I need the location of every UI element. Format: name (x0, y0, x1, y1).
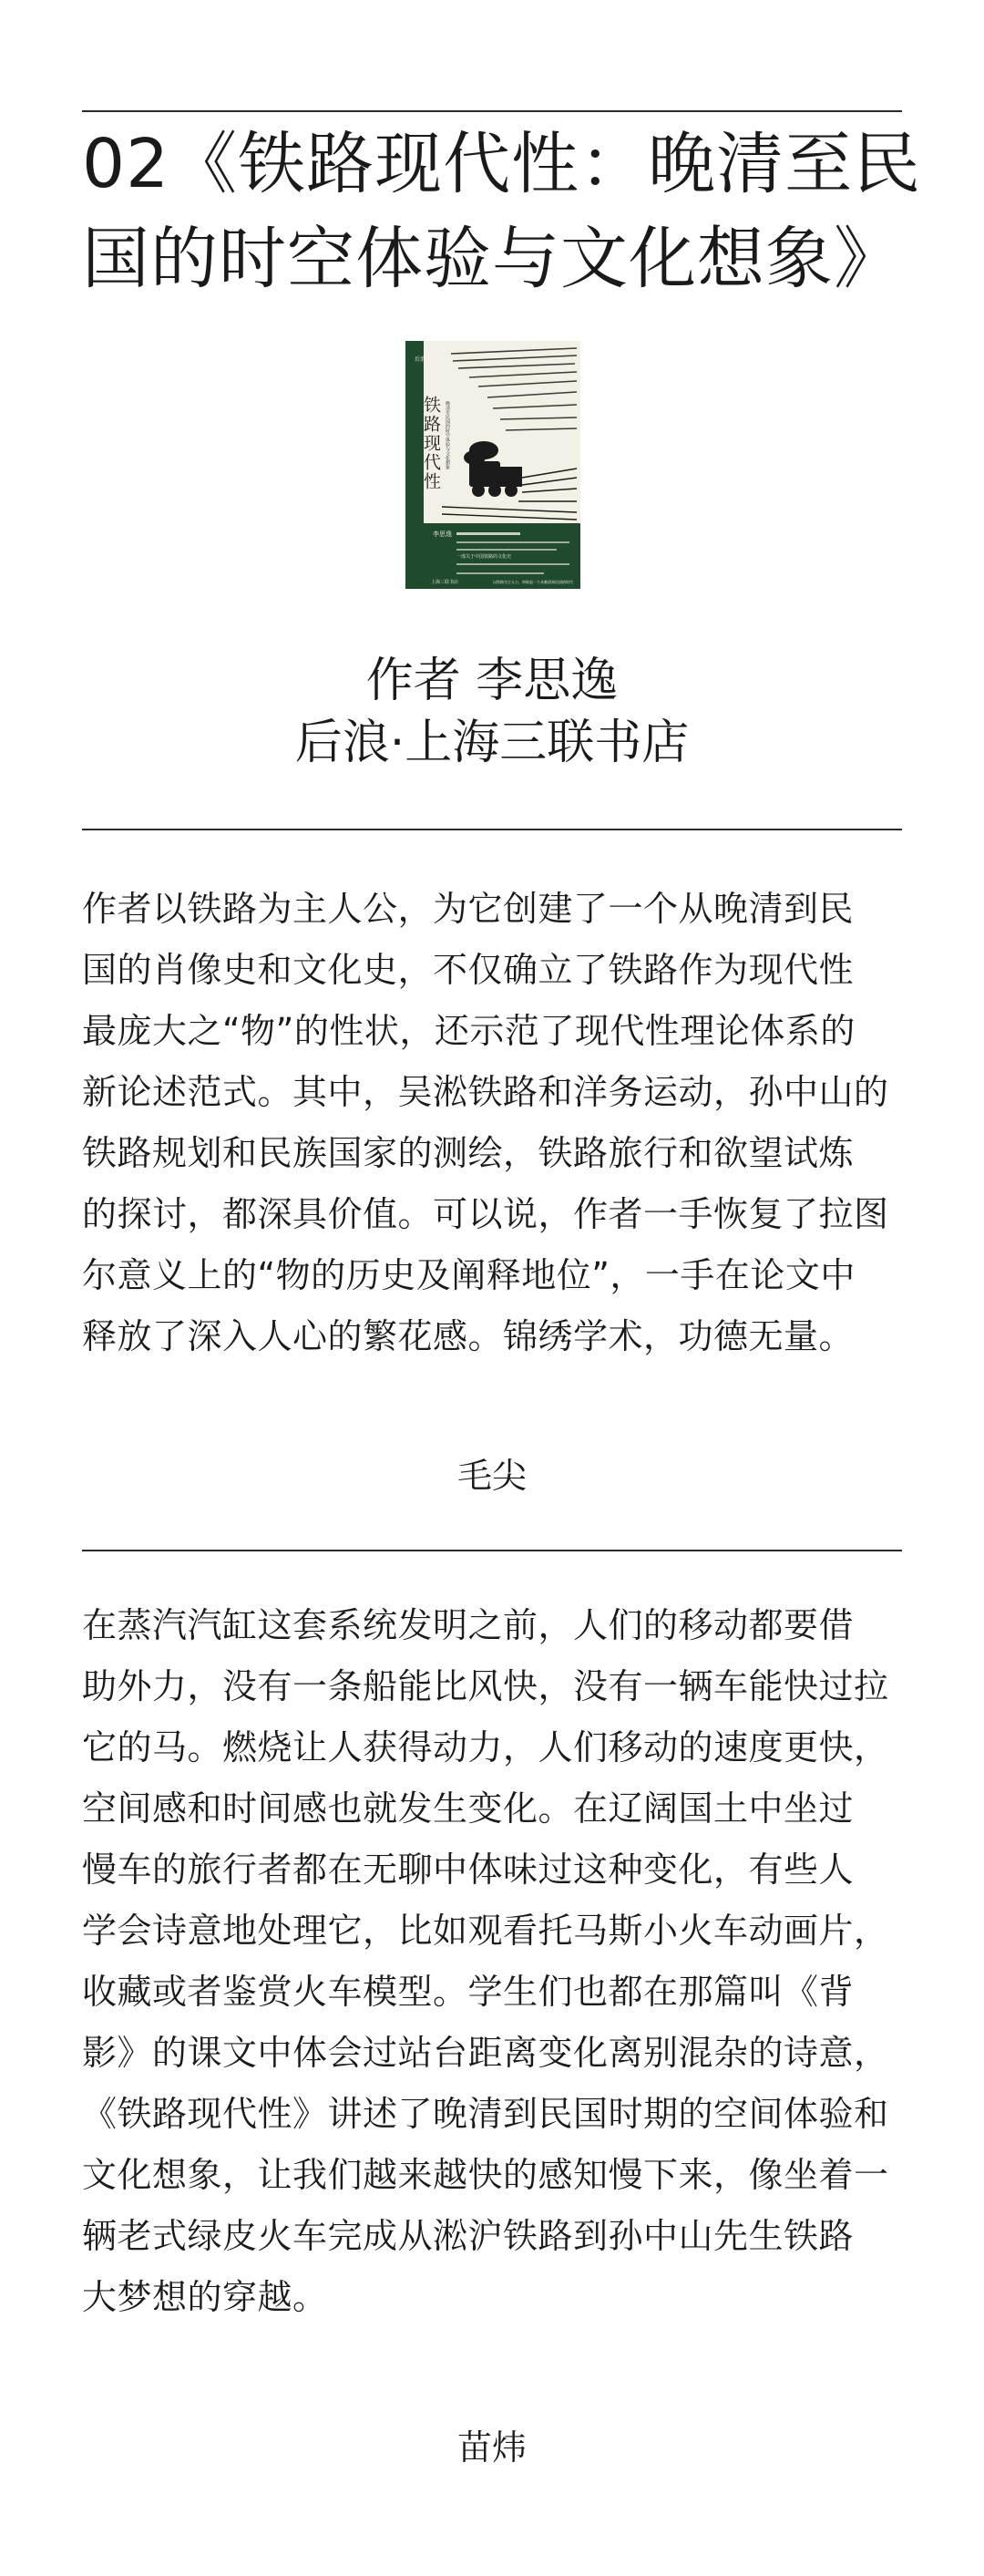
book-title-line: 国的时空体验与文化想象》 (82, 220, 902, 298)
author-line: 作者 李思逸 (365, 654, 619, 708)
cover-author: 李思逸 (433, 531, 452, 538)
cover-tagline: 以铁路为主人公，串联起一个从晚清到民国的时代 (493, 580, 573, 584)
review-signature: 苗炜 (456, 2427, 527, 2468)
section-divider (82, 829, 902, 830)
review-signature: 毛尖 (456, 1456, 527, 1496)
review-paragraph: 作者以铁路为主人公，为它创建了一个从晚清到民 国的肖像史和文化史，不仅确立了铁路作为现代性 最庞大之“物”的性状，还示范了现代性理论体系的 新论述范式。其中，吴淞铁路和洋务运动，孙中山的 铁路规划和民族国家的测绘，铁路旅行和欲望试炼 的探讨，都深具价值。可以说，作者一手恢复了拉图 尔意义上的“物的历史及阐释地位”，一手在论文中 释放了深入人心的繁花感。锦绣学术，功德无量。 (82, 889, 889, 1356)
cover-blurb: 一部关于中国铁路的文化史 (456, 554, 512, 560)
cover-publisher: 上海三联书店 (431, 580, 459, 585)
book-title (82, 117, 920, 306)
book-cover (405, 341, 580, 589)
cover-title: 铁路现代性 (421, 396, 441, 491)
top-divider (82, 110, 902, 112)
cover-subtitle: 晚清至民国的时空体验与文化想象 (445, 401, 450, 469)
review-paragraph: 在蒸汽汽缸这套系统发明之前，人们的移动都要借 助外力，没有一条船能比风快，没有一辆车能快过拉 它的马。燃烧让人获得动力，人们移动的速度更快， 空间感和时间感也就发生变化。在辽阔国土中坐过 慢车的旅行者都在无聊中体味过这种变化，有些人 学会诗意地处理它，比如观看托马斯小火车动画片， 收藏或者鉴赏火车模型。学生们也都在那篇叫《背 影》的课文中体会过站台距离变化离别混杂的诗意， 《铁路现代性》讲述了晚清到民国时期的空间体验和 文化想象，让我们越来越快的感知慢下来，像坐着一 辆老式绿皮火车完成从淞沪铁路到孙中山先生铁路 大梦想的穿越。 (82, 1605, 889, 2317)
book-title-line: 02《铁路现代性：晚清至民 (82, 125, 922, 203)
publisher-line: 后浪·上海三联书店 (294, 716, 690, 770)
cover-series: 后浪 (415, 357, 426, 363)
section-divider (82, 1550, 902, 1551)
